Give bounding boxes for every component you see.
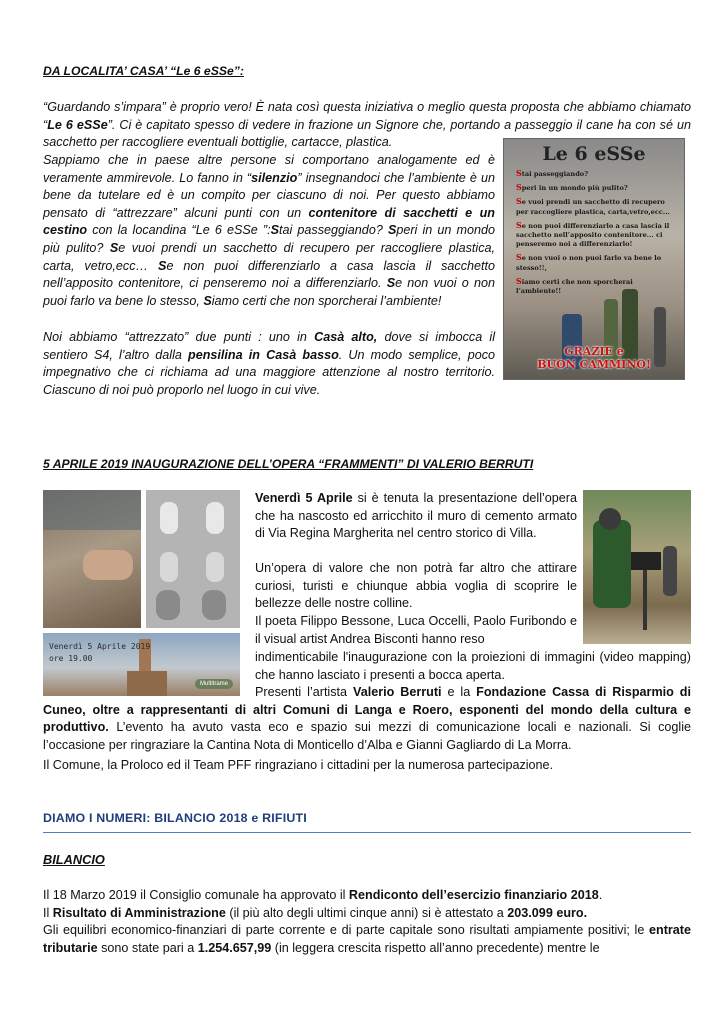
person-shape	[663, 546, 677, 596]
poster-le-6-esse-image	[503, 138, 685, 380]
sky-area	[43, 490, 141, 530]
paragraph-attrezzato: Noi abbiamo “attrezzato” due punti : uno in Casà alto, dove si imbocca il sentiero S4, l’altro dalla pensilina in Casà basso. Un modo semplice, poco impegnativo che ci richiama ad una maggiore attenzione al nostro territorio. Ciascuno di noi può proporlo nel luogo in cui vive.	[43, 330, 495, 397]
poster-line: Siamo certi che non sporcherai l’ambiente!!	[516, 275, 633, 296]
section-heading-frammenti: 5 APRILE 2019 INAUGURAZIONE DELL’OPERA “FRAMMENTI” DI VALERIO BERRUTI	[43, 457, 534, 471]
poster-line: Se non puoi differenziarlo a casa lascia il sacchetto nell’apposito contenitore... ci penseremo noi a differenziarlo!	[516, 219, 670, 249]
multitrame-badge: Multitrame	[195, 679, 233, 689]
head-shape	[599, 508, 621, 530]
section-title-numeri: DIAMO I NUMERI: BILANCIO 2018 e RIFIUTI	[43, 811, 307, 825]
poster-line: Speri in un mondo più pulito?	[516, 182, 628, 193]
poster-lines	[516, 169, 676, 296]
photo-video-camera	[583, 490, 691, 644]
paragraph-ringraziamento: Il Comune, la Proloco ed il Team PFF ringraziano i cittadini per la numerosa partecipazione.	[43, 758, 554, 772]
photo-frammenti-figures	[146, 490, 240, 628]
hand-shape	[83, 550, 133, 580]
person-shape	[593, 520, 631, 608]
poster-line: Se vuoi prendi un sacchetto di recupero per raccogliere plastica, carta,vetro,ecc...	[516, 196, 670, 216]
camera-shape	[631, 552, 661, 570]
figure-shape	[156, 590, 180, 620]
figure-shape	[160, 502, 178, 534]
poster-line: Stai passeggiando?	[516, 168, 589, 178]
bilancio-line-equilibri: Gli equilibri economico-finanziari di parte corrente e di parte capitale sono risultati ampiamente positivi; le entrate tributarie sono state pari a 1.254.657,99 (in leggera crescita rispetto all’anno precedente) mentre le	[43, 923, 691, 955]
paragraph-opera-valore: Un’opera di valore che non potrà far altro che attirare curiosi, turisti e chiunque abbia voglia di scoprire le bellezze delle nostre colline.	[255, 561, 577, 611]
paragraph-poeta: Il poeta Filippo Bessone, Luca Occelli, Paolo Furibondo e il visual artist Andrea Bisconti hanno reso	[255, 614, 577, 646]
figure-shape	[206, 502, 224, 534]
paragraph-presenti: Presenti l’artista Valerio Berruti e la Fondazione Cassa di Risparmio di Cuneo, oltre a rappresentanti di altri Comuni di Langa e Roero, esponenti del mondo della cultura e produttivo. L’evento ha avuto vasta eco e spazio sui mezzi di comunicazione locali e nazionali. Si coglie l’occasione per ringraziare la Cantina Nota di Monticello d’Alba e Gianni Gagliardo di La Morra.	[43, 685, 691, 752]
paragraph-venerdi: Venerdì 5 Aprile si è tenuta la presentazione dell’opera che ha nascosto ed arricchito il muro di cemento armato di Via Regina Margherita nel centro storico di Villa.	[255, 491, 577, 541]
bilancio-line-rendiconto: Il 18 Marzo 2019 il Consiglio comunale ha approvato il Rendiconto dell’esercizio finanziario 2018.	[43, 888, 603, 902]
tripod-shape	[643, 570, 647, 630]
paragraph-intro: “Guardando s’impara” è proprio vero! È nata così questa iniziativa o meglio questa proposta che abbiamo chiamato “Le 6 eSSe”. Ci è capitato spesso di vedere in frazione un Signore che, portando a passeggio il cane ha con sé un sacchetto per raccogliere eventuali bottiglie, cartacce, plastica.	[43, 100, 691, 150]
figure-shape	[206, 552, 224, 582]
figure-shape	[202, 590, 226, 620]
invite-text: Venerdì 5 Aprile 2019 ore 19.00	[49, 642, 151, 663]
poster-title: Le 6 eSSe	[542, 143, 646, 165]
poster-line: Se non vuoi o non puoi farlo va bene lo stesso!!,	[516, 252, 662, 272]
section-divider	[43, 832, 691, 833]
photo-hands-rope	[43, 490, 141, 628]
section-heading-6-esse: DA LOCALITA’ CASA’ “Le 6 eSSe”:	[43, 64, 244, 78]
le-6-esse-name: Le 6 eSSe	[47, 117, 108, 132]
paragraph-bilancio	[43, 887, 691, 957]
paragraph-inaugurazione: indimenticabile l'inaugurazione con la proiezioni di immagini (video mapping) che hanno lasciato i presenti a bocca aperta.	[255, 650, 691, 682]
figure-shape	[160, 552, 178, 582]
paragraph-description: Sappiamo che in paese altre persone si comportano analogamente ed è veramente ammirevole. Lo fanno in “silenzio” insegnandoci che l’ambiente è un bene da tutelare ed è un compito per ciascuno di noi. Per questo abbiamo pensato di “attrezzare” alcuni punti con un contenitore di sacchetti e un cestino con la locandina “Le 6 eSSe ”:Stai passeggiando? Speri in un mondo più pulito? Se vuoi prendi un sacchetto di recupero per raccogliere plastica, carta, vetro,ecc… Se non puoi differenziarlo a casa lascia il sacchetto nell’apposito contenitore, ci penseremo noi a differenziarlo. Se non vuoi o non puoi farlo va bene lo stesso, Siamo certi che non sporcherai l’ambiente!	[43, 153, 495, 308]
bilancio-heading: BILANCIO	[43, 852, 105, 867]
poster-footer: GRAZIE e BUON CAMMINO!	[537, 345, 651, 371]
bilancio-line-risultato: Il Risultato di Amministrazione (il più alto degli ultimi cinque anni) si è attestato a 203.099 euro.	[43, 905, 588, 920]
